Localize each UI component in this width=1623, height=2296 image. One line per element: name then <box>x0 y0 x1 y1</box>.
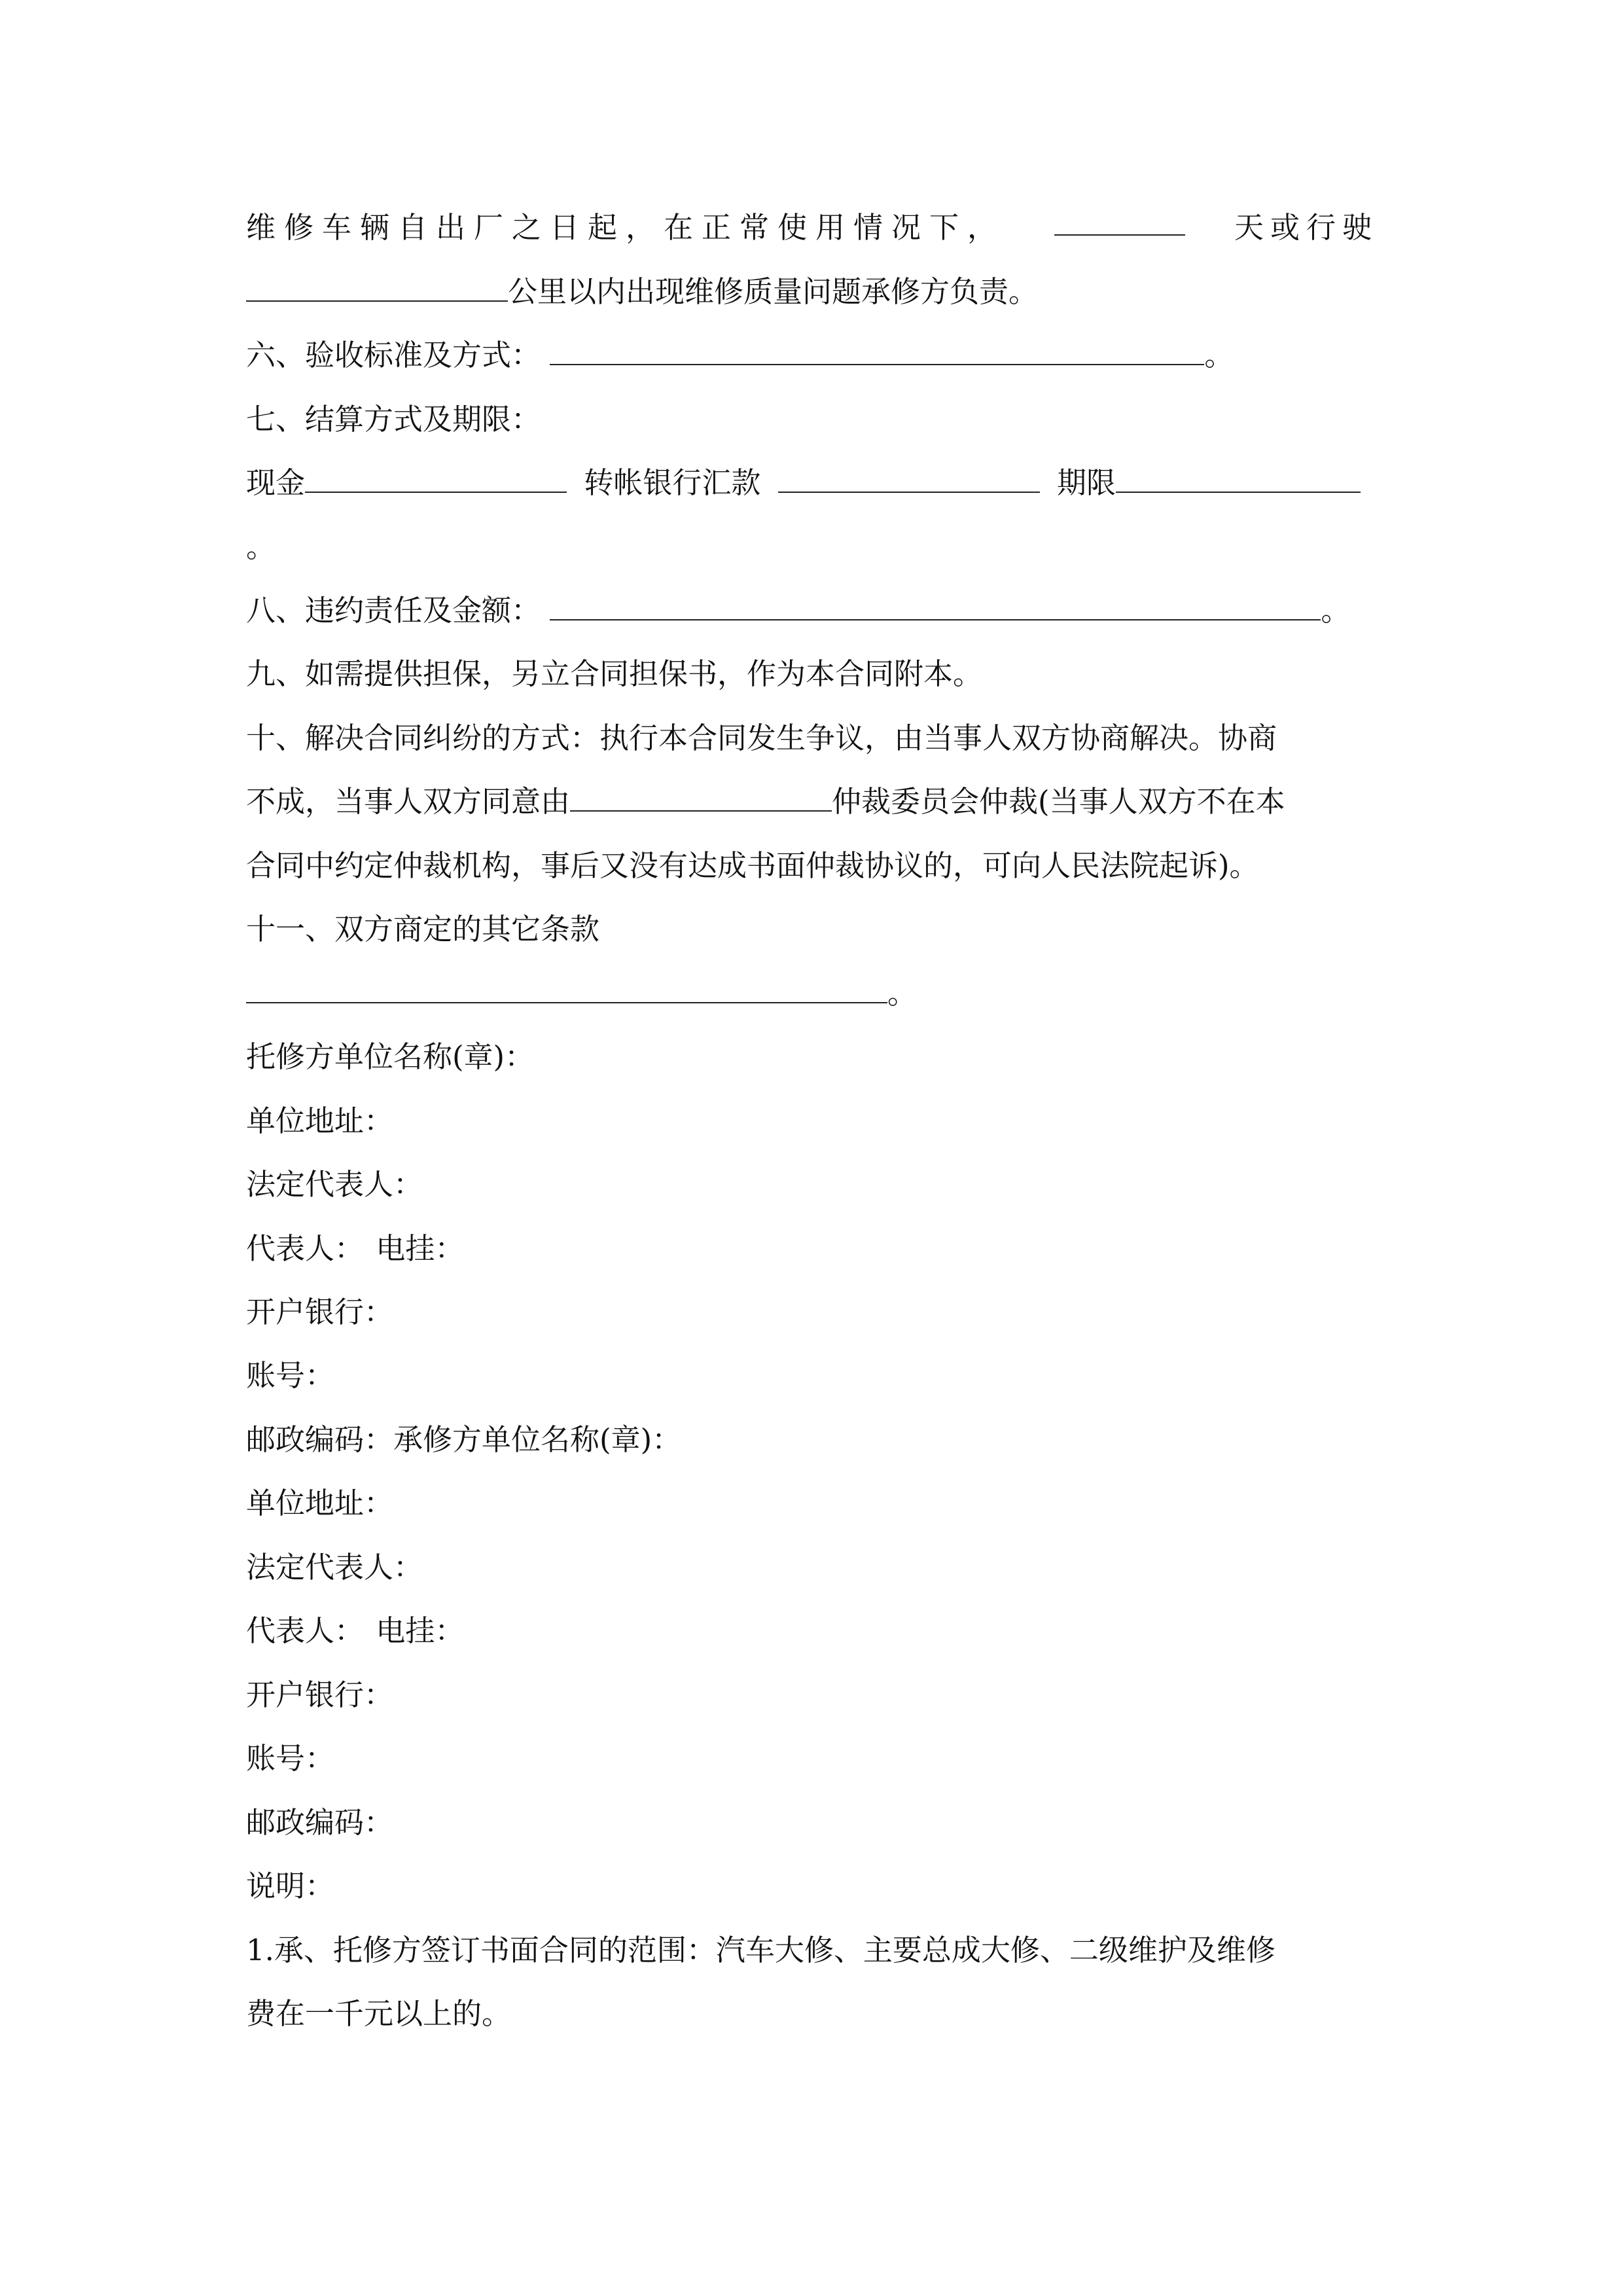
deadline-blank[interactable] <box>1116 465 1361 493</box>
client-bank <box>246 1293 393 1332</box>
client-bank-label: 开户银行： <box>246 1295 394 1329</box>
section-8-liability <box>246 591 1350 630</box>
section-7-end-line <box>246 528 276 567</box>
client-legal-rep-label: 法定代表人： <box>246 1167 423 1202</box>
warranty-line-2 <box>246 272 1038 312</box>
contractor-rep-label: 代表人： <box>246 1613 365 1648</box>
contractor-phone-label: 电挂： <box>376 1613 465 1648</box>
client-postcode-label: 邮政编码： <box>246 1422 394 1457</box>
section-7-label: 七、结算方式及期限： <box>246 402 541 437</box>
section-10-line-2 <box>246 782 1285 821</box>
section-6-end: 。 <box>1204 338 1234 372</box>
section-9-guarantee <box>246 655 982 694</box>
contractor-address-label: 单位地址： <box>246 1486 394 1520</box>
warranty-unit: 天或行驶 <box>1234 210 1378 245</box>
section-9-text: 九、如需提供担保，另立合同担保书，作为本合同附本。 <box>246 656 983 691</box>
section-10-line-1 <box>246 719 1277 758</box>
section-8-end: 。 <box>1321 593 1351 628</box>
contractor-postcode <box>246 1803 393 1842</box>
section-11-heading <box>246 910 599 949</box>
cash-label: 现金 <box>246 465 306 500</box>
section-10-text-3: 合同中约定仲裁机构，事后又没有达成书面仲裁协议的，可向人民法院起诉)。 <box>246 848 1259 883</box>
section-11-end: 。 <box>887 976 918 1011</box>
section-8-label: 八、违约责任及金额： <box>246 593 541 628</box>
warranty-line-1 <box>246 208 1378 247</box>
client-rep-label: 代表人： <box>246 1231 365 1266</box>
transfer-label: 转帐银行汇款 <box>584 465 761 500</box>
client-legal-rep <box>246 1165 423 1204</box>
warranty-km-text: 公里以内出现维修质量问题承修方负责。 <box>508 274 1039 309</box>
acceptance-blank[interactable] <box>550 338 1204 365</box>
notes-heading-label: 说明： <box>246 1869 335 1903</box>
client-name-label: 托修方单位名称(章)： <box>246 1039 535 1074</box>
contractor-legal-rep-label: 法定代表人： <box>246 1550 423 1585</box>
cash-blank[interactable] <box>305 465 567 493</box>
warranty-days-blank[interactable] <box>1054 208 1185 236</box>
section-10-line-3 <box>246 846 1259 886</box>
contractor-name-label: 承修方单位名称(章)： <box>393 1422 682 1457</box>
arbitration-committee-blank[interactable] <box>570 784 832 812</box>
client-name <box>246 1037 534 1077</box>
client-postcode-contractor-name <box>246 1420 681 1460</box>
contractor-rep-phone <box>246 1611 464 1651</box>
contractor-account-label: 账号： <box>246 1741 335 1776</box>
contractor-bank <box>246 1676 393 1715</box>
client-rep-phone <box>246 1229 464 1268</box>
contractor-address <box>246 1484 393 1523</box>
client-address <box>246 1102 393 1141</box>
transfer-blank[interactable] <box>778 465 1040 493</box>
section-11-label: 十一、双方商定的其它条款 <box>246 912 600 946</box>
section-7-payment-row <box>246 463 1361 503</box>
warranty-km-blank[interactable] <box>246 274 508 302</box>
client-phone-label: 电挂： <box>376 1231 465 1266</box>
section-7-end: 。 <box>246 529 276 564</box>
section-10-text-2a: 不成，当事人双方同意由 <box>246 784 571 819</box>
contractor-postcode-label: 邮政编码： <box>246 1805 394 1840</box>
warranty-text: 维修车辆自出厂之日起，在正常使用情况下， <box>246 210 1006 245</box>
section-6-acceptance <box>246 336 1234 375</box>
section-7-heading <box>246 400 541 439</box>
contractor-account <box>246 1739 334 1778</box>
notes-item-1-text-2: 费在一千元以上的。 <box>246 1996 512 2031</box>
notes-heading <box>246 1867 334 1906</box>
section-10-text-2b: 仲裁委员会仲裁(当事人双方不在本 <box>832 784 1285 819</box>
section-6-label: 六、验收标准及方式： <box>246 338 541 372</box>
contractor-legal-rep <box>246 1548 423 1587</box>
client-address-label: 单位地址： <box>246 1103 394 1138</box>
client-account <box>246 1356 334 1395</box>
section-11-terms-line <box>246 974 917 1013</box>
contractor-bank-label: 开户银行： <box>246 1677 394 1712</box>
client-account-label: 账号： <box>246 1358 335 1393</box>
section-10-text-1: 十、解决合同纠纷的方式：执行本合同发生争议，由当事人双方协商解决。协商 <box>246 721 1277 755</box>
notes-item-1-line-1 <box>246 1931 1275 1970</box>
liability-blank[interactable] <box>550 593 1321 620</box>
notes-item-1-line-2 <box>246 1994 511 2034</box>
deadline-label: 期限 <box>1056 465 1116 500</box>
other-terms-blank[interactable] <box>246 976 887 1003</box>
notes-item-1-text-1: 1.承、托修方签订书面合同的范围：汽车大修、主要总成大修、二级维护及维修 <box>246 1933 1275 1967</box>
